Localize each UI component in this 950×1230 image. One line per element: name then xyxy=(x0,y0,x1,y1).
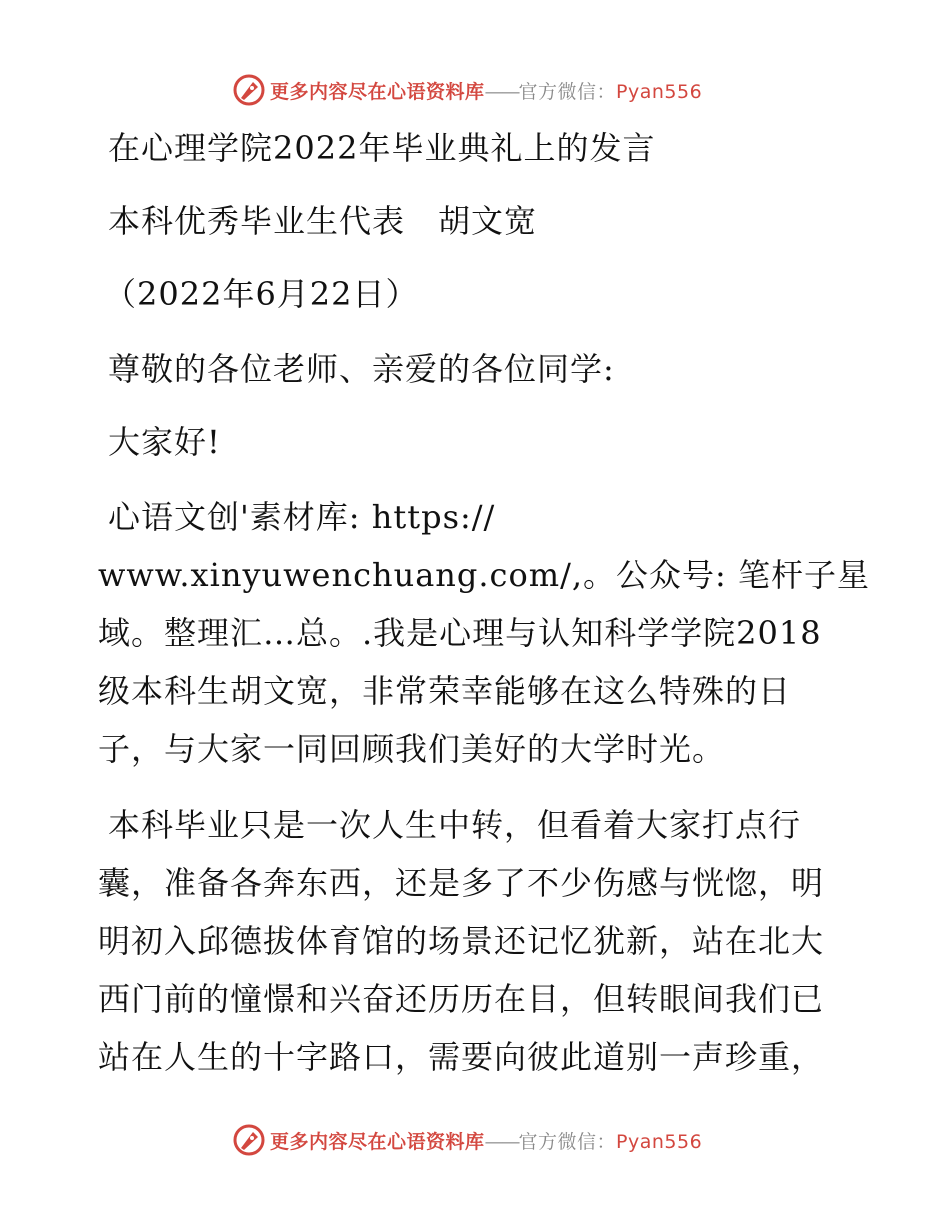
watermark-wechat-id: Pyan556 xyxy=(616,1130,703,1153)
paragraph-1-line: 子，与大家一同回顾我们美好的大学时光。 xyxy=(98,730,726,768)
watermark-dash: —— xyxy=(484,1130,519,1153)
pen-nib-circle-icon xyxy=(232,1123,266,1157)
paragraph-2-line: 西门前的憧憬和兴奋还历历在目，但转眼间我们已 xyxy=(98,980,825,1018)
salutation-line: 尊敬的各位老师、亲爱的各位同学: xyxy=(108,350,615,388)
paragraph-1-line: 域。整理汇…总。.我是心理与认知科学学院2018 xyxy=(98,614,822,652)
pen-nib-circle-icon xyxy=(232,73,266,107)
watermark-text-group xyxy=(270,1127,702,1154)
watermark-official-label: 官方微信： xyxy=(518,80,617,103)
paragraph-1-line: 级本科生胡文宽，非常荣幸能够在这么特殊的日 xyxy=(98,672,792,710)
watermark-wechat-id: Pyan556 xyxy=(616,80,703,103)
top-watermark-banner xyxy=(232,70,702,110)
watermark-official-label: 官方微信： xyxy=(518,1130,617,1153)
watermark-text: 更多内容尽在心语资料库 xyxy=(270,80,485,103)
bottom-watermark-banner xyxy=(232,1120,702,1160)
speaker-line: 本科优秀毕业生代表 胡文宽 xyxy=(108,202,538,240)
paragraph-1-line: www.xinyuwenchuang.com/,。公众号: 笔杆子星 xyxy=(98,556,870,594)
document-title: 在心理学院2022年毕业典礼上的发言 xyxy=(108,129,656,167)
watermark-dash: —— xyxy=(484,80,519,103)
date-line: （2022年6月22日） xyxy=(104,275,419,313)
paragraph-2-line: 站在人生的十字路口，需要向彼此道别一声珍重， xyxy=(98,1038,825,1076)
watermark-text-group xyxy=(270,77,702,104)
paragraph-1-line: 心语文创'素材库: https:// xyxy=(108,498,496,536)
paragraph-2-line: 明初入邱德拔体育馆的场景还记忆犹新，站在北大 xyxy=(98,922,825,960)
watermark-text: 更多内容尽在心语资料库 xyxy=(270,1130,485,1153)
paragraph-2-line: 本科毕业只是一次人生中转，但看着大家打点行 xyxy=(108,806,802,844)
paragraph-2-line: 囊，准备各奔东西，还是多了不少伤感与恍惚，明 xyxy=(98,864,825,902)
greeting-line: 大家好! xyxy=(108,423,221,461)
